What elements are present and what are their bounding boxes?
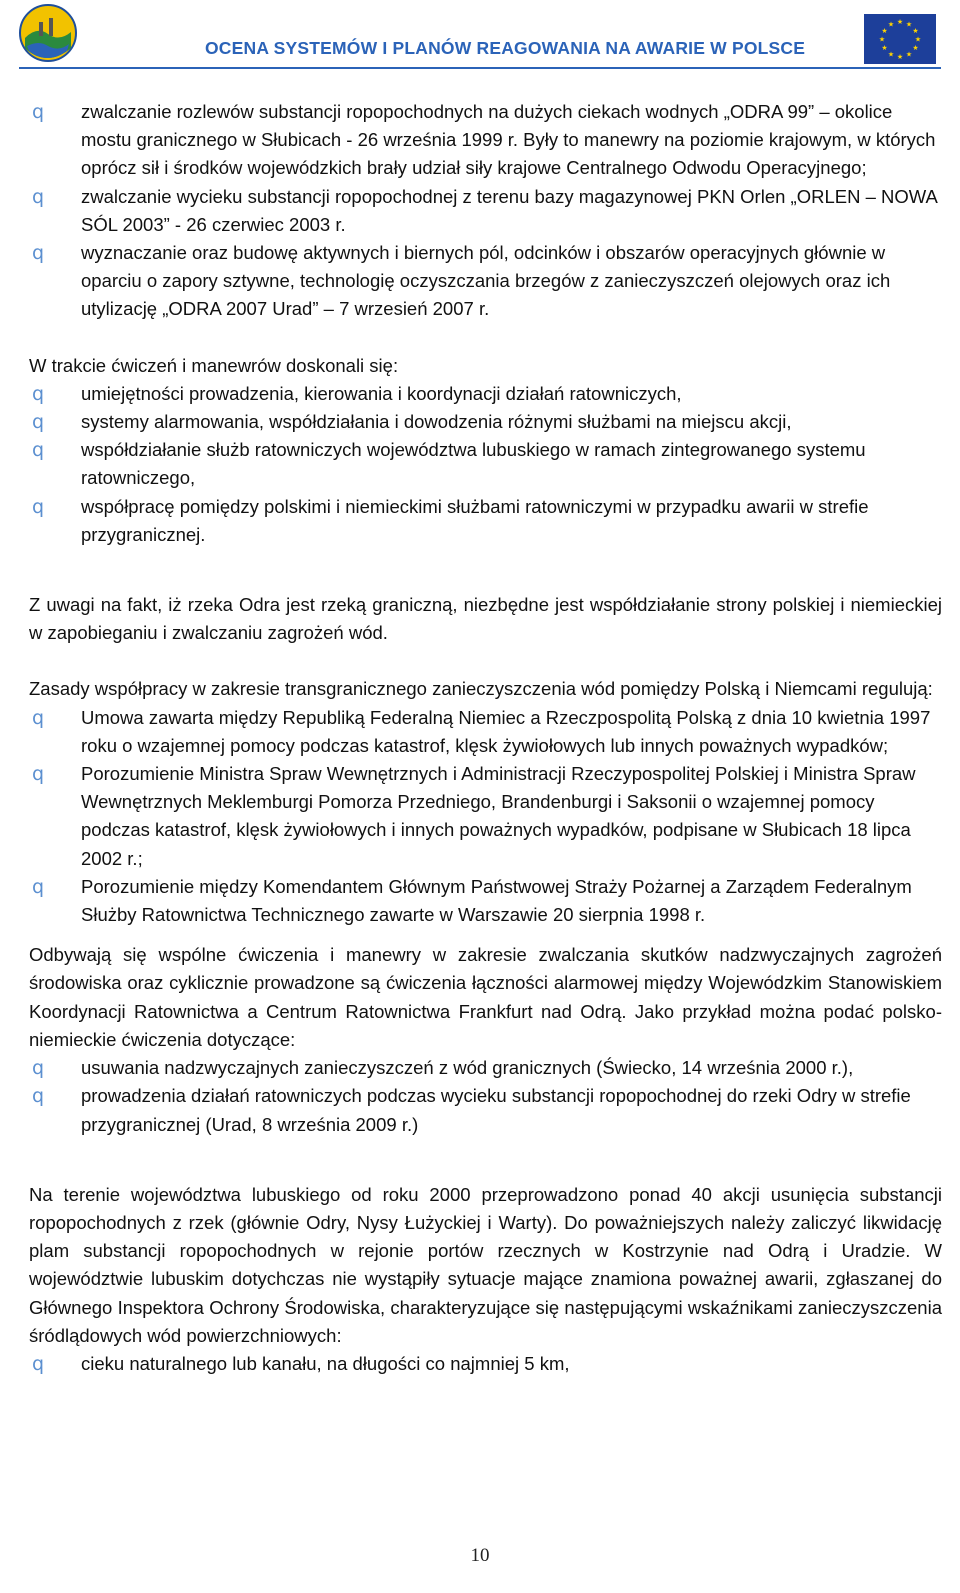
bullet-icon: q	[32, 1352, 45, 1375]
list-item: q systemy alarmowania, współdziałania i dowodzenia różnymi służbami na miejscu akcji,	[29, 408, 942, 436]
svg-text:★: ★	[887, 50, 895, 59]
organization-logo-icon	[19, 4, 77, 62]
page-number: 10	[470, 1545, 490, 1566]
list-item: q cieku naturalnego lub kanału, na długości co najmniej 5 km,	[29, 1350, 942, 1378]
svg-text:★: ★	[881, 27, 888, 35]
list-item: q umiejętności prowadzenia, kierowania i koordynacji działań ratowniczych,	[29, 380, 942, 408]
skills-list	[29, 380, 942, 549]
bullet-icon: q	[32, 1085, 45, 1108]
list-item: q wyznaczanie oraz budowę aktywnych i biernych pól, odcinków i obszarów operacyjnych głównie w oparciu o zapory sztywne, technologię oczyszczania brzegów z zanieczyszczeń olejowych oraz ich utylizację „ODRA 2007 Urad” – 7 wrzesień 2007 r.	[29, 239, 942, 324]
svg-text:★: ★	[905, 50, 913, 59]
paragraph: Odbywają się wspólne ćwiczenia i manewry w zakresie zwalczania skutków nadzwyczajnych zagrożeń środowiska oraz cyklicznie prowadzone są ćwiczenia łączności alarmowej między Wojewódzkim Stanowiskiem Koordynacji Ratownictwa a Centrum Ratownictwa Frankfurt nad Odrą. Jako przykład można podać polsko-niemieckie ćwiczenia dotyczące:	[29, 944, 942, 1050]
list-item: q współpracę pomiędzy polskimi i niemieckimi służbami ratowniczymi w przypadku awarii w strefie przygranicznej.	[29, 493, 942, 549]
list-item: q usuwania nadzwyczajnych zanieczyszczeń z wód granicznych (Świecko, 14 września 2000 r.),	[29, 1054, 942, 1082]
svg-text:★: ★	[896, 53, 904, 61]
svg-text:★: ★	[881, 44, 888, 52]
paragraph: W trakcie ćwiczeń i manewrów doskonali się:	[29, 354, 399, 376]
svg-text:★: ★	[912, 44, 919, 52]
header-title: OCENA SYSTEMÓW I PLANÓW REAGOWANIA NA AWARIE W POLSCE	[205, 38, 806, 58]
bullet-icon: q	[32, 875, 45, 898]
svg-text:★: ★	[887, 20, 895, 29]
paragraph: Zasady współpracy w zakresie transgranicznego zanieczyszczenia wód pomiędzy Polską i Niemcami regulują:	[29, 678, 933, 700]
list-item: q Porozumienie między Komendantem Głównym Państwowej Straży Pożarnej a Zarządem Federalnym Służby Ratownictwa Technicznego zawarte w Warszawie 20 sierpnia 1998 r.	[29, 873, 942, 929]
indicators-list	[29, 1350, 942, 1378]
list-item: q współdziałanie służb ratowniczych województwa lubuskiego w ramach zintegrowanego systemu ratowniczego,	[29, 436, 942, 492]
page-header	[0, 0, 960, 72]
bullet-icon: q	[32, 411, 45, 434]
svg-text:★: ★	[905, 20, 913, 29]
list-item: q Porozumienie Ministra Spraw Wewnętrznych i Administracji Rzeczypospolitej Polskiej i Ministra Spraw Wewnętrznych Meklemburgi Pomorza Przedniego, Brandenburgi i Saksonii o wzajemnej pomocy podczas katastrof, klęsk żywiołowych i innych poważnych wypadków, podpisane w Słubicach 18 lipca 2002 r.;	[29, 760, 942, 873]
joint-exercises-list	[29, 1054, 942, 1139]
svg-text:★: ★	[914, 35, 922, 44]
bullet-icon: q	[32, 382, 45, 405]
agreements-list	[29, 704, 942, 930]
bullet-icon: q	[32, 706, 45, 729]
paragraph: Z uwagi na fakt, iż rzeka Odra jest rzeką graniczną, niezbędne jest współdziałanie strony polskiej i niemieckiej w zapobieganiu i zwalczaniu zagrożeń wód.	[29, 594, 942, 644]
list-item: q zwalczanie wycieku substancji ropopochodnej z terenu bazy magazynowej PKN Orlen „ORLEN – NOWA SÓL 2003” - 26 czerwiec 2003 r.	[29, 183, 942, 239]
bullet-icon: q	[32, 1057, 45, 1080]
svg-text:★: ★	[878, 35, 886, 44]
bullet-icon: q	[32, 763, 45, 786]
list-item: q prowadzenia działań ratowniczych podczas wycieku substancji ropopochodnej do rzeki Odry w strefie przygranicznej (Urad, 8 września 2009 r.)	[29, 1082, 942, 1138]
bullet-icon: q	[32, 495, 45, 518]
eu-flag-icon	[864, 14, 936, 64]
bullet-icon: q	[32, 242, 45, 265]
svg-text:★: ★	[896, 18, 904, 26]
document-body	[29, 98, 942, 1378]
header-divider	[19, 67, 941, 69]
svg-text:★: ★	[912, 27, 919, 35]
paragraph: Na terenie województwa lubuskiego od roku 2000 przeprowadzono ponad 40 akcji usunięcia substancji ropopochodnych z rzek (głównie Odry, Nysy Łużyckiej i Warty). Do poważniejszych należy zaliczyć likwidację plam substancji ropopochodnych w rejonie portów rzecznych w Kostrzynie nad Odrą i Uradzie. W województwie lubuskim dotychczas nie wystąpiły sytuacje mające znamiona poważnej awarii, zgłaszanej do Głównego Inspektora Ochrony Środowiska, charakteryzujące się następującymi wskaźnikami zanieczyszczenia śródlądowych wód powierzchniowych:	[29, 1183, 942, 1346]
bullet-icon: q	[32, 101, 45, 123]
list-item: q zwalczanie rozlewów substancji ropopochodnych na dużych ciekach wodnych „ODRA 99” – okolice mostu granicznego w Słubicach - 26 września 1999 r. Były to manewry na poziomie krajowym, w których oprócz sił i środków wojewódzkich brały udział siły krajowe Centralnego Odwodu Operacyjnego;	[29, 98, 942, 183]
bullet-icon: q	[32, 439, 45, 462]
list-item: q Umowa zawarta między Republiką Federalną Niemiec a Rzeczpospolitą Polską z dnia 10 kwietnia 1997 roku o wzajemnej pomocy podczas katastrof, klęsk żywiołowych lub innych poważnych wypadków;	[29, 704, 942, 760]
bullet-icon: q	[32, 185, 45, 208]
exercises-list	[29, 98, 942, 324]
